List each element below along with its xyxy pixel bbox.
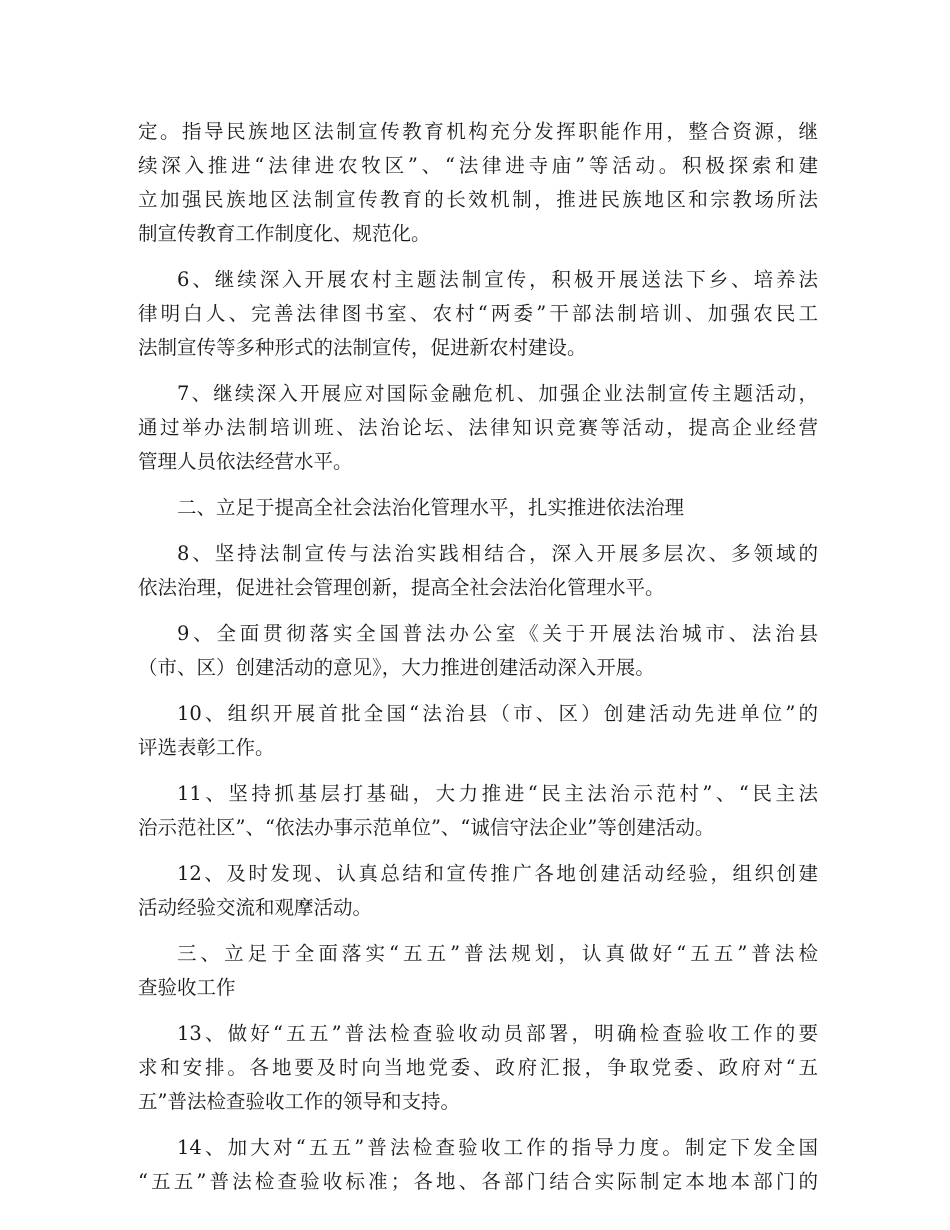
text-line: 活动经验交流和观摩活动。 — [138, 896, 373, 919]
text-line: 评选表彰工作。 — [138, 736, 275, 759]
text-line: 14、加大对“五五”普法检查验收工作的指导力度。制定下发全国 — [177, 1136, 818, 1159]
paragraph-item-8 — [138, 537, 818, 605]
section-heading-2 — [138, 491, 818, 525]
text-line: 8、坚持法制宣传与法治实践相结合，深入开展多层次、多领域的 — [177, 542, 818, 565]
paragraph-item-10 — [138, 697, 818, 765]
paragraph-item-6 — [138, 263, 818, 365]
section-heading: 二、立足于提高全社会法治化管理水平，扎实推进依法治理 — [177, 496, 685, 519]
document-body — [138, 115, 818, 1199]
text-line: 11、坚持抓基层打基础，大力推进“民主法治示范村”、“民主法 — [177, 782, 818, 805]
text-line: 管理人员依法经营水平。 — [138, 450, 353, 473]
paragraph-item-13 — [138, 1017, 818, 1119]
text-line: 10、组织开展首批全国“法治县（市、区）创建活动先进单位”的 — [177, 702, 818, 725]
text-line: 12、及时发现、认真总结和宣传推广各地创建活动经验，组织创建 — [177, 862, 818, 885]
text-line: 13、做好“五五”普法检查验收动员部署，明确检查验收工作的要 — [177, 1022, 818, 1045]
text-line: 依法治理，促进社会管理创新，提高全社会法治化管理水平。 — [138, 576, 665, 599]
text-line: 定。指导民族地区法制宣传教育机构充分发挥职能作用，整合资源，继 — [138, 120, 818, 143]
text-line: 9、全面贯彻落实全国普法办公室《关于开展法治城市、法治县 — [177, 622, 818, 645]
paragraph-item-7 — [138, 377, 818, 479]
paragraph-item-12 — [138, 857, 818, 925]
paragraph-item-11 — [138, 777, 818, 845]
paragraph-item-14 — [138, 1131, 818, 1199]
paragraph-continuation — [138, 115, 818, 251]
section-heading-3 — [138, 937, 818, 1005]
paragraph-item-9 — [138, 617, 818, 685]
text-line: 五”普法检查验收工作的领导和支持。 — [138, 1090, 460, 1113]
text-line: 通过举办法制培训班、法治论坛、法律知识竞赛等活动，提高企业经营 — [138, 416, 818, 439]
text-line: 制宣传教育工作制度化、规范化。 — [138, 222, 431, 245]
text-line: “五五”普法检查验收标准；各地、各部门结合实际制定本地本部门的 — [138, 1170, 818, 1193]
text-line: （市、区）创建活动的意见》，大力推进创建活动深入开展。 — [138, 656, 655, 679]
text-line: 立加强民族地区法制宣传教育的长效机制，推进民族地区和宗教场所法 — [138, 188, 818, 211]
text-line: 续深入推进“法律进农牧区”、“法律进寺庙”等活动。积极探索和建 — [138, 154, 818, 177]
section-heading: 查验收工作 — [138, 976, 236, 999]
text-line: 法制宣传等多种形式的法制宣传，促进新农村建设。 — [138, 336, 587, 359]
text-line: 治示范社区”、“依法办事示范单位”、“诚信守法企业”等创建活动。 — [138, 816, 715, 839]
text-line: 律明白人、完善法律图书室、农村“两委”干部法制培训、加强农民工 — [138, 302, 818, 325]
text-line: 6、继续深入开展农村主题法制宣传，积极开展送法下乡、培养法 — [177, 268, 818, 291]
text-line: 7、继续深入开展应对国际金融危机、加强企业法制宣传主题活动， — [177, 382, 818, 405]
section-heading: 三、立足于全面落实“五五”普法规划，认真做好“五五”普法检 — [177, 942, 818, 965]
text-line: 求和安排。各地要及时向当地党委、政府汇报，争取党委、政府对“五 — [138, 1056, 818, 1079]
